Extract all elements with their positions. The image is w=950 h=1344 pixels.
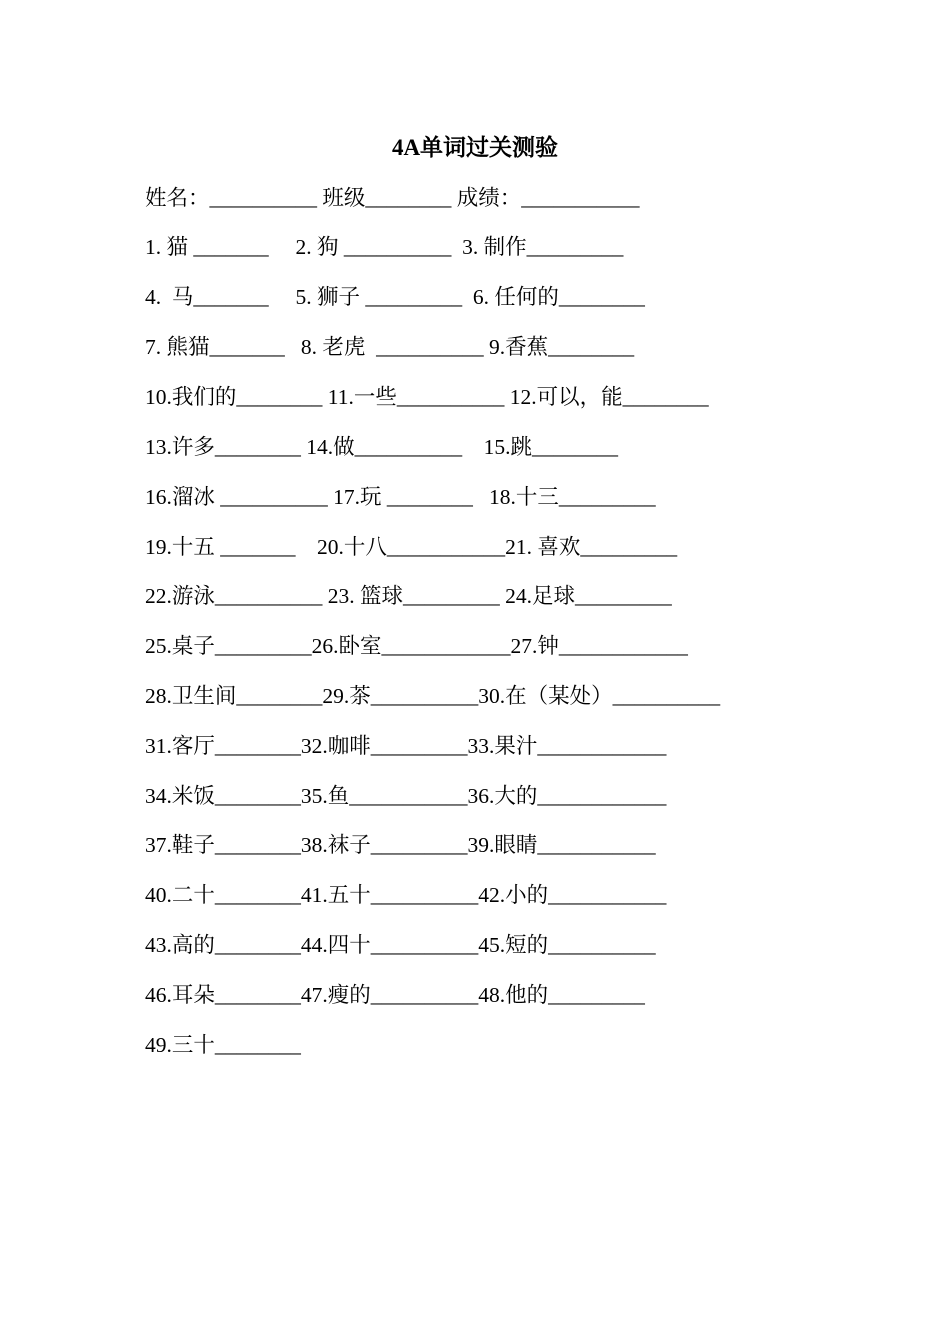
question-43: 43.高的________	[145, 933, 301, 957]
question-20: 20.十八___________	[317, 535, 506, 559]
question-2: 2. 狗 __________	[295, 235, 463, 259]
question-1: 1. 猫 _______	[145, 235, 296, 259]
question-5: 5. 狮子 _________	[295, 285, 473, 309]
question-22: 22.游泳__________	[145, 584, 328, 608]
question-4: 4. 马_______	[145, 285, 296, 309]
question-29: 29.茶__________	[322, 684, 479, 708]
question-39: 39.眼睛___________	[467, 833, 656, 857]
question-31: 31.客厅________	[145, 734, 301, 758]
question-16: 16.溜冰 __________	[145, 485, 334, 509]
question-18: 18.十三_________	[489, 485, 656, 509]
question-12: 12.可以，能________	[509, 385, 709, 409]
question-40: 40.二十________	[145, 883, 301, 907]
question-9: 9.香蕉________	[489, 335, 635, 359]
question-47: 47.瘦的__________	[300, 983, 479, 1007]
question-8: 8. 老虎 __________	[300, 335, 490, 359]
question-28: 28.卫生间________	[145, 684, 323, 708]
question-49: 49.三十________	[145, 1033, 301, 1057]
question-row-14	[145, 878, 666, 912]
question-row-12	[145, 779, 666, 813]
question-row-13	[145, 828, 656, 862]
question-row-17	[145, 1028, 301, 1062]
question-row-1	[145, 230, 623, 264]
question-7: 7. 熊猫_______	[145, 335, 301, 359]
question-34: 34.米饭________	[145, 784, 301, 808]
question-37: 37.鞋子________	[145, 833, 301, 857]
question-23: 23. 篮球_________	[327, 584, 506, 608]
question-10: 10.我们的________	[145, 385, 328, 409]
question-row-15	[145, 928, 656, 962]
question-44: 44.四十__________	[300, 933, 479, 957]
question-row-3	[145, 330, 634, 364]
question-row-7	[145, 530, 677, 564]
question-19: 19.十五 _______	[145, 535, 318, 559]
question-6: 6. 任何的________	[472, 285, 645, 309]
question-row-9	[145, 629, 688, 663]
question-row-16	[145, 978, 645, 1012]
question-41: 41.五十__________	[300, 883, 479, 907]
question-15: 15.跳________	[483, 435, 619, 459]
question-row-2	[145, 280, 645, 314]
question-48: 48.他的_________	[478, 983, 645, 1007]
question-row-11	[145, 729, 666, 763]
question-row-10	[145, 679, 720, 713]
question-32: 32.咖啡_________	[300, 734, 468, 758]
question-row-4	[145, 380, 709, 414]
question-11: 11.一些__________	[327, 385, 510, 409]
question-46: 46.耳朵________	[145, 983, 301, 1007]
question-26: 26.卧室____________	[311, 634, 511, 658]
question-27: 27.钟____________	[510, 634, 688, 658]
question-24: 24.足球_________	[505, 584, 672, 608]
question-30: 30.在（某处）__________	[478, 684, 721, 708]
question-row-6	[145, 480, 656, 514]
question-3: 3. 制作_________	[462, 235, 624, 259]
question-21: 21. 喜欢_________	[505, 535, 678, 559]
question-38: 38.袜子_________	[300, 833, 468, 857]
question-36: 36.大的____________	[467, 784, 667, 808]
question-35: 35.鱼___________	[300, 784, 468, 808]
question-25: 25.桌子_________	[145, 634, 312, 658]
question-33: 33.果汁____________	[467, 734, 667, 758]
worksheet-title: 4A单词过关测验	[391, 135, 559, 160]
student-info-line: 姓名：__________ 班级________ 成绩：___________	[145, 186, 640, 210]
question-42: 42.小的___________	[478, 883, 667, 907]
question-row-8	[145, 579, 672, 613]
question-row-5	[145, 430, 618, 464]
question-14: 14.做__________	[306, 435, 484, 459]
question-45: 45.短的__________	[478, 933, 656, 957]
question-13: 13.许多________	[145, 435, 307, 459]
question-17: 17.玩 ________	[333, 485, 490, 509]
